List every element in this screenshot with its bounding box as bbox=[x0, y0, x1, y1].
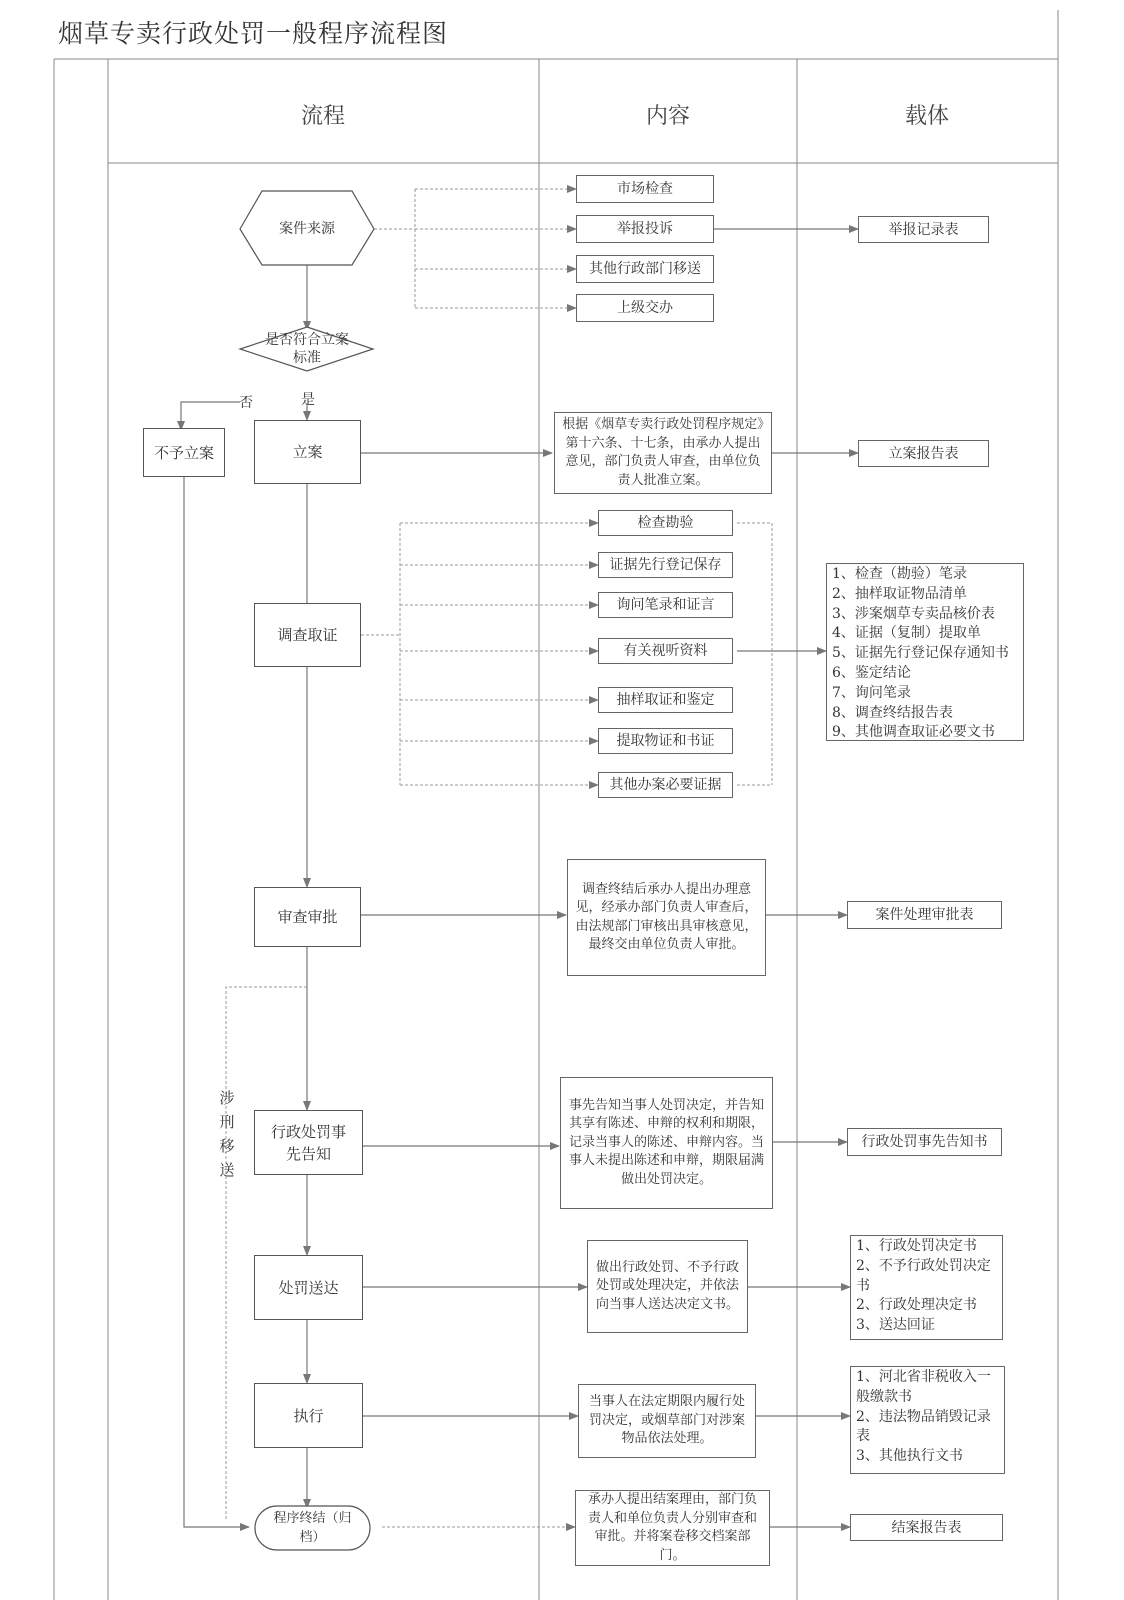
close-label: 程序终结（归档） bbox=[273, 1511, 352, 1545]
investigation-item: 询问笔录和证言 bbox=[598, 592, 733, 618]
doc-line: 3、送达回证 bbox=[856, 1317, 935, 1334]
investigation-item: 有关视听资料 bbox=[598, 638, 733, 664]
prior-notice-box: 行政处罚事先告知 bbox=[254, 1110, 363, 1175]
source-item: 举报投诉 bbox=[576, 215, 714, 243]
investigation-item: 抽样取证和鉴定 bbox=[598, 687, 733, 713]
doc-line: 1、检查（勘验）笔录 bbox=[832, 566, 967, 582]
doc-line: 3、涉案烟草专卖品核价表 bbox=[832, 605, 995, 622]
table-frame bbox=[54, 10, 1058, 1600]
investigation-item: 检查勘验 bbox=[598, 510, 733, 536]
doc-line: 2、违法物品销毁记录表 bbox=[856, 1408, 991, 1445]
doc-line: 2、行政处理决定书 bbox=[856, 1297, 977, 1314]
doc-line: 7、询问笔录 bbox=[832, 684, 911, 701]
prior-notice-content: 事先告知当事人处罚决定，并告知其享有陈述、申辩的权利和期限，记录当事人的陈述、申辩内容。当事人未提出陈述和申辩，期限届满做出处罚决定。 bbox=[560, 1077, 773, 1209]
investigation-docs-list bbox=[826, 563, 1024, 741]
header-carrier: 载体 bbox=[905, 104, 950, 129]
investigation-item: 提取物证和书证 bbox=[598, 728, 733, 754]
doc-line: 2、抽样取证物品清单 bbox=[832, 585, 967, 602]
report-record-doc: 举报记录表 bbox=[858, 216, 989, 243]
no-case-box: 不予立案 bbox=[143, 428, 225, 477]
file-report-doc: 立案报告表 bbox=[858, 440, 989, 467]
doc-line: 1、河北省非税收入一般缴款书 bbox=[856, 1369, 991, 1405]
doc-line: 9、其他调查取证必要文书 bbox=[832, 724, 995, 741]
execute-content: 当事人在法定期限内履行处罚决定，或烟草部门对涉案物品依法处理。 bbox=[578, 1384, 756, 1458]
investigation-item: 证据先行登记保存 bbox=[598, 552, 733, 578]
doc-line: 1、行政处罚决定书 bbox=[856, 1238, 977, 1254]
prior-notice-doc: 行政处罚事先告知书 bbox=[847, 1128, 1002, 1156]
doc-line: 6、鉴定结论 bbox=[832, 664, 911, 681]
page-title: 烟草专卖行政处罚一般程序流程图 bbox=[58, 19, 449, 48]
review-content: 调查终结后承办人提出办理意见，经承办部门负责人审查后，由法规部门审核出具审核意见，最终交由单位负责人审批。 bbox=[567, 859, 766, 976]
no-label: 否 bbox=[239, 395, 253, 411]
header-process: 流程 bbox=[301, 104, 346, 129]
criminal-transfer-label: 涉刑移送 bbox=[219, 1089, 235, 1179]
source-item: 市场检查 bbox=[576, 175, 714, 203]
source-item: 上级交办 bbox=[576, 294, 714, 322]
delivery-content: 做出行政处罚、不予行政处罚或处理决定，并依法向当事人送达决定文书。 bbox=[587, 1240, 748, 1333]
investigate-box: 调查取证 bbox=[254, 603, 361, 667]
delivery-docs-list bbox=[850, 1235, 1003, 1340]
delivery-box: 处罚送达 bbox=[254, 1255, 363, 1320]
file-case-content: 根据《烟草专卖行政处罚程序规定》第十六条、十七条，由承办人提出意见，部门负责人审查，由单位负责人批准立案。 bbox=[554, 412, 772, 494]
close-report-doc: 结案报告表 bbox=[850, 1514, 1003, 1541]
header-content: 内容 bbox=[646, 104, 691, 129]
case-source-label: 案件来源 bbox=[279, 220, 335, 237]
doc-line: 3、其他执行文书 bbox=[856, 1448, 963, 1465]
source-item: 其他行政部门移送 bbox=[576, 255, 714, 283]
decision-label: 是否符合立案标准 bbox=[265, 332, 349, 366]
review-form-doc: 案件处理审批表 bbox=[847, 901, 1002, 929]
yes-label: 是 bbox=[301, 392, 315, 408]
execute-box: 执行 bbox=[254, 1383, 363, 1448]
close-content: 承办人提出结案理由，部门负责人和单位负责人分别审查和审批。并将案卷移交档案部门。 bbox=[575, 1490, 770, 1566]
review-box: 审查审批 bbox=[254, 887, 361, 947]
file-case-box: 立案 bbox=[254, 420, 361, 484]
doc-line: 5、证据先行登记保存通知书 bbox=[832, 645, 1009, 662]
investigation-item: 其他办案必要证据 bbox=[598, 772, 733, 798]
execute-docs-list bbox=[850, 1366, 1005, 1474]
doc-line: 4、证据（复制）提取单 bbox=[832, 625, 981, 642]
doc-line: 8、调查终结报告表 bbox=[832, 704, 953, 721]
doc-line: 2、不予行政处罚决定书 bbox=[856, 1257, 991, 1294]
